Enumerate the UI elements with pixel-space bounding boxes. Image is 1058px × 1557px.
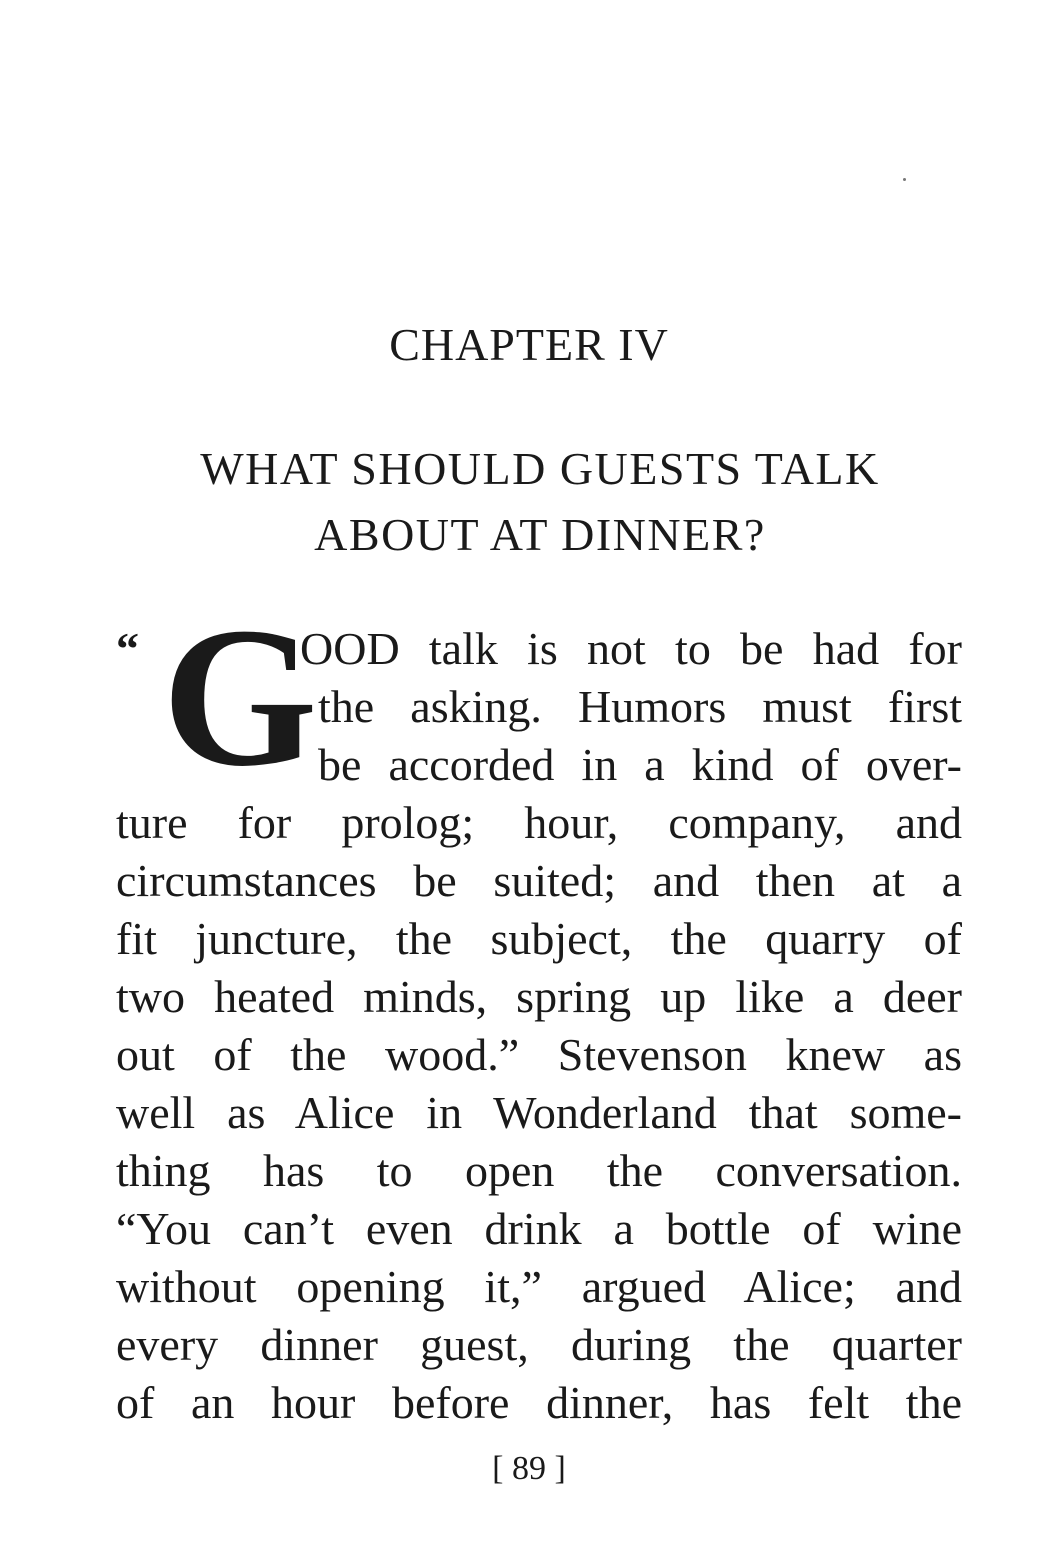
body-line-7: two heated minds, spring up like a deer xyxy=(116,971,962,1022)
body-line-11: “You can’t even drink a bottle of wine xyxy=(116,1203,962,1254)
body-line-4: ture for prolog; hour, company, and xyxy=(116,797,962,848)
body-line-8: out of the wood.” Stevenson knew as xyxy=(116,1029,962,1080)
body-line-12: without opening it,” argued Alice; and xyxy=(116,1261,962,1312)
chapter-heading: CHAPTER IV xyxy=(389,319,669,370)
page-number: [ 89 ] xyxy=(492,1450,566,1487)
body-line-5: circumstances be suited; and then at a xyxy=(116,855,962,906)
body-line-1: OOD talk is not to be had for xyxy=(300,623,962,674)
body-line-13: every dinner guest, during the quarter xyxy=(116,1319,962,1370)
chapter-title-line-1: WHAT SHOULD GUESTS TALK xyxy=(200,443,880,494)
chapter-title xyxy=(100,436,980,568)
paper-speck xyxy=(903,178,906,181)
body-line-6: fit juncture, the subject, the quarry of xyxy=(116,913,962,964)
body-line-10: thing has to open the conversation. xyxy=(116,1145,962,1196)
body-line-14: of an hour before dinner, has felt the xyxy=(116,1377,962,1428)
drop-cap-letter: G xyxy=(162,587,318,808)
body-line-9: well as Alice in Wonderland that some- xyxy=(116,1087,962,1138)
body-line-3: be accorded in a kind of over- xyxy=(318,739,962,790)
opening-quote-mark: “ xyxy=(116,623,139,674)
body-line-2: the asking. Humors must first xyxy=(318,681,962,732)
chapter-title-line-2: ABOUT AT DINNER? xyxy=(314,509,766,560)
